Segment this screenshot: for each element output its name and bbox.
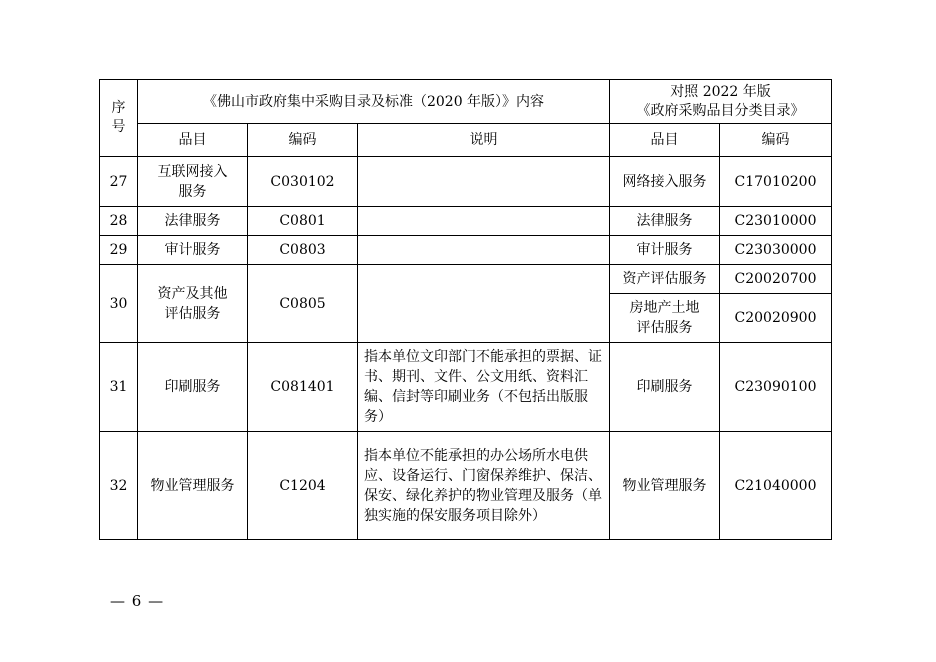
- description-cell: [358, 207, 610, 236]
- col-desc-header: 说明: [358, 124, 610, 157]
- page-number: — 6 —: [110, 592, 165, 610]
- row-number: 31: [100, 343, 138, 432]
- header-row-1: [100, 80, 832, 124]
- col-code-header: 编码: [248, 124, 358, 157]
- item-cell: 审计服务: [138, 236, 248, 265]
- compare-header-line2: 《政府采购品目分类目录》: [636, 102, 805, 119]
- description-cell: 指本单位不能承担的办公场所水电供应、设备运行、门窗保养维护、保洁、保安、绿化养护的物业管理及服务（单独实施的保安服务项目除外）: [358, 432, 610, 540]
- mapped-code-cell: C23030000: [720, 236, 832, 265]
- mapped-item-cell: 网络接入服务: [610, 157, 720, 207]
- table-row: [100, 207, 832, 236]
- description-cell: 指本单位文印部门不能承担的票据、证书、期刊、文件、公文用纸、资料汇编、信封等印刷业务（不包括出版服务）: [358, 343, 610, 432]
- code-cell: C081401: [248, 343, 358, 432]
- item-cell: 资产及其他评估服务: [138, 265, 248, 343]
- seq-header: 序号: [100, 80, 138, 157]
- description-cell: [358, 236, 610, 265]
- compare-header: [610, 80, 832, 124]
- description-cell: [358, 157, 610, 207]
- item-cell: 物业管理服务: [138, 432, 248, 540]
- mapped-item-cell: 法律服务: [610, 207, 720, 236]
- header-row-2: [100, 124, 832, 157]
- mapped-item-cell: 印刷服务: [610, 343, 720, 432]
- mapped-item-cell: 房地产土地评估服务: [610, 294, 720, 343]
- mapped-code-cell: C23010000: [720, 207, 832, 236]
- table-row: [100, 432, 832, 540]
- mapped-code-cell: C21040000: [720, 432, 832, 540]
- table-row: [100, 265, 832, 294]
- mapped-item-cell: 物业管理服务: [610, 432, 720, 540]
- compare-header-line1: 对照 2022 年版: [670, 83, 771, 100]
- row-number: 27: [100, 157, 138, 207]
- code-cell: C0803: [248, 236, 358, 265]
- code-cell: C030102: [248, 157, 358, 207]
- col-item-header: 品目: [138, 124, 248, 157]
- item-cell: 互联网接入服务: [138, 157, 248, 207]
- mapped-code-cell: C20020900: [720, 294, 832, 343]
- row-number: 32: [100, 432, 138, 540]
- procurement-catalog-table: [99, 79, 832, 540]
- code-cell: C0805: [248, 265, 358, 343]
- mapped-item-cell: 资产评估服务: [610, 265, 720, 294]
- mapped-code-cell: C20020700: [720, 265, 832, 294]
- col-item2-header: 品目: [610, 124, 720, 157]
- code-cell: C0801: [248, 207, 358, 236]
- row-number: 29: [100, 236, 138, 265]
- col-code2-header: 编码: [720, 124, 832, 157]
- row-number: 28: [100, 207, 138, 236]
- mapped-item-cell: 审计服务: [610, 236, 720, 265]
- code-cell: C1204: [248, 432, 358, 540]
- mapped-code-cell: C23090100: [720, 343, 832, 432]
- table-row: [100, 343, 832, 432]
- table-row: [100, 157, 832, 207]
- item-cell: 法律服务: [138, 207, 248, 236]
- item-cell: 印刷服务: [138, 343, 248, 432]
- table-row: [100, 236, 832, 265]
- mapped-code-cell: C17010200: [720, 157, 832, 207]
- row-number: 30: [100, 265, 138, 343]
- description-cell: [358, 265, 610, 343]
- foshan-catalog-header: 《佛山市政府集中采购目录及标准（2020 年版）》内容: [138, 80, 610, 124]
